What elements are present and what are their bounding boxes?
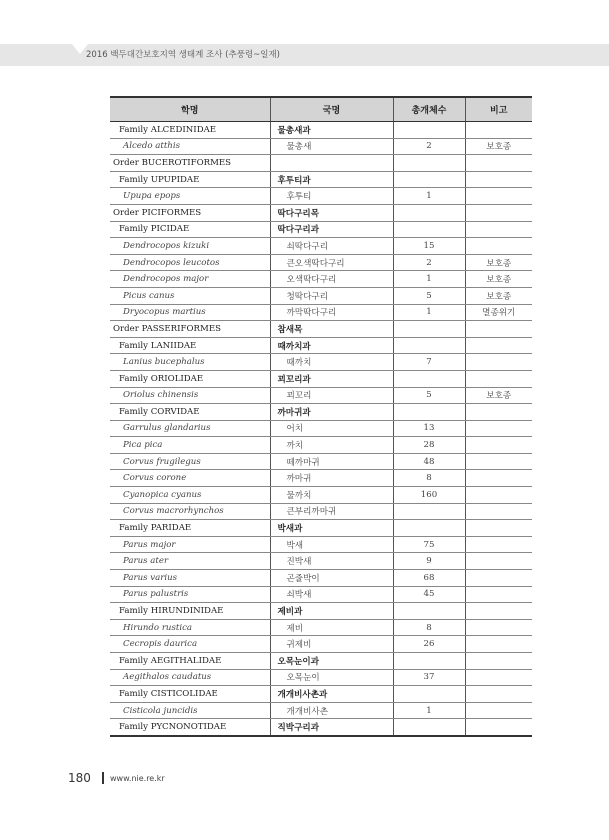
- table-row: [110, 387, 532, 404]
- cell-scientific-name: Family CORVIDAE: [110, 404, 270, 421]
- table-body: [110, 122, 532, 736]
- cell-total-count: [393, 503, 465, 520]
- cell-remarks: [465, 520, 532, 537]
- cell-remarks: [465, 204, 532, 221]
- cell-scientific-name: Hirundo rustica: [110, 619, 270, 636]
- cell-korean-name: 오색딱다구리: [270, 271, 393, 288]
- cell-total-count: 160: [393, 487, 465, 504]
- table-row: [110, 188, 532, 205]
- cell-scientific-name: Corvus macrorhynchos: [110, 503, 270, 520]
- cell-remarks: [465, 603, 532, 620]
- table-row: [110, 171, 532, 188]
- cell-scientific-name: Family ALCEDINIDAE: [110, 122, 270, 139]
- cell-scientific-name: Family PICIDAE: [110, 221, 270, 238]
- cell-remarks: [465, 503, 532, 520]
- table-row: [110, 636, 532, 653]
- table-row: [110, 404, 532, 421]
- cell-scientific-name: Alcedo atthis: [110, 138, 270, 155]
- table-row: [110, 238, 532, 255]
- cell-remarks: [465, 702, 532, 719]
- cell-remarks: [465, 321, 532, 338]
- cell-scientific-name: Order BUCEROTIFORMES: [110, 155, 270, 172]
- cell-total-count: 15: [393, 238, 465, 255]
- cell-total-count: 1: [393, 271, 465, 288]
- table-row: [110, 470, 532, 487]
- cell-scientific-name: Family UPUPIDAE: [110, 171, 270, 188]
- cell-scientific-name: Family ORIOLIDAE: [110, 370, 270, 387]
- cell-total-count: 2: [393, 254, 465, 271]
- cell-total-count: 9: [393, 553, 465, 570]
- cell-scientific-name: Family AEGITHALIDAE: [110, 653, 270, 670]
- cell-korean-name: 어치: [270, 420, 393, 437]
- cell-total-count: 68: [393, 570, 465, 587]
- cell-scientific-name: Parus major: [110, 536, 270, 553]
- cell-remarks: [465, 636, 532, 653]
- cell-korean-name: 제비: [270, 619, 393, 636]
- cell-scientific-name: Family PYCNONOTIDAE: [110, 719, 270, 736]
- cell-remarks: 보호종: [465, 387, 532, 404]
- cell-total-count: 26: [393, 636, 465, 653]
- cell-remarks: [465, 487, 532, 504]
- cell-korean-name: [270, 155, 393, 172]
- table-row: [110, 204, 532, 221]
- cell-korean-name: 까마귀과: [270, 404, 393, 421]
- table-row: [110, 304, 532, 321]
- cell-remarks: [465, 453, 532, 470]
- cell-total-count: [393, 719, 465, 736]
- cell-korean-name: 박새: [270, 536, 393, 553]
- col-header-scientific-name: 학명: [110, 97, 270, 122]
- cell-total-count: [393, 653, 465, 670]
- species-table: [110, 96, 532, 737]
- cell-total-count: [393, 221, 465, 238]
- cell-korean-name: 후투티: [270, 188, 393, 205]
- cell-total-count: 5: [393, 387, 465, 404]
- table-row: [110, 553, 532, 570]
- table-row: [110, 536, 532, 553]
- cell-korean-name: 개개비사촌: [270, 702, 393, 719]
- table-row: [110, 354, 532, 371]
- cell-remarks: 멸종위기: [465, 304, 532, 321]
- cell-total-count: 1: [393, 188, 465, 205]
- col-header-remarks: 비고: [465, 97, 532, 122]
- cell-scientific-name: Family HIRUNDINIDAE: [110, 603, 270, 620]
- cell-remarks: [465, 619, 532, 636]
- cell-remarks: [465, 470, 532, 487]
- cell-remarks: [465, 719, 532, 736]
- cell-remarks: [465, 155, 532, 172]
- cell-remarks: 보호종: [465, 254, 532, 271]
- table-row: [110, 586, 532, 603]
- table-row: [110, 503, 532, 520]
- cell-remarks: 보호종: [465, 287, 532, 304]
- cell-korean-name: 진박새: [270, 553, 393, 570]
- table-row: [110, 370, 532, 387]
- cell-remarks: [465, 354, 532, 371]
- cell-total-count: 37: [393, 669, 465, 686]
- cell-korean-name: 떼까마귀: [270, 453, 393, 470]
- cell-total-count: [393, 321, 465, 338]
- table-row: [110, 287, 532, 304]
- cell-korean-name: 물총새과: [270, 122, 393, 139]
- cell-korean-name: 꾀꼬리: [270, 387, 393, 404]
- cell-scientific-name: Cisticola juncidis: [110, 702, 270, 719]
- cell-total-count: [393, 337, 465, 354]
- cell-total-count: [393, 404, 465, 421]
- cell-korean-name: 딱다구리과: [270, 221, 393, 238]
- cell-remarks: [465, 122, 532, 139]
- cell-korean-name: 물총새: [270, 138, 393, 155]
- cell-total-count: 5: [393, 287, 465, 304]
- cell-scientific-name: Upupa epops: [110, 188, 270, 205]
- table-row: [110, 271, 532, 288]
- cell-korean-name: 딱다구리목: [270, 204, 393, 221]
- cell-scientific-name: Corvus frugilegus: [110, 453, 270, 470]
- cell-remarks: [465, 238, 532, 255]
- cell-total-count: [393, 204, 465, 221]
- cell-korean-name: 후투티과: [270, 171, 393, 188]
- table-row: [110, 437, 532, 454]
- cell-scientific-name: Dendrocopos kizuki: [110, 238, 270, 255]
- col-header-korean-name: 국명: [270, 97, 393, 122]
- cell-remarks: [465, 653, 532, 670]
- cell-total-count: [393, 171, 465, 188]
- cell-total-count: 1: [393, 304, 465, 321]
- col-header-total-count: 총개체수: [393, 97, 465, 122]
- cell-scientific-name: Family LANIIDAE: [110, 337, 270, 354]
- table-row: [110, 669, 532, 686]
- cell-remarks: [465, 586, 532, 603]
- cell-korean-name: 큰오색딱다구리: [270, 254, 393, 271]
- cell-scientific-name: Cyanopica cyanus: [110, 487, 270, 504]
- footer-divider: [102, 772, 104, 784]
- cell-korean-name: 물까치: [270, 487, 393, 504]
- cell-scientific-name: Lanius bucephalus: [110, 354, 270, 371]
- cell-remarks: 보호종: [465, 271, 532, 288]
- cell-total-count: [393, 155, 465, 172]
- cell-scientific-name: Dendrocopos leucotos: [110, 254, 270, 271]
- table-row: [110, 420, 532, 437]
- cell-scientific-name: Picus canus: [110, 287, 270, 304]
- cell-remarks: [465, 188, 532, 205]
- table-row: [110, 138, 532, 155]
- cell-total-count: 7: [393, 354, 465, 371]
- cell-korean-name: 때까치: [270, 354, 393, 371]
- cell-scientific-name: Cecropis daurica: [110, 636, 270, 653]
- cell-scientific-name: Order PASSERIFORMES: [110, 321, 270, 338]
- cell-scientific-name: Oriolus chinensis: [110, 387, 270, 404]
- cell-korean-name: 참새목: [270, 321, 393, 338]
- cell-scientific-name: Dendrocopos major: [110, 271, 270, 288]
- table-row: [110, 453, 532, 470]
- cell-korean-name: 제비과: [270, 603, 393, 620]
- cell-remarks: [465, 570, 532, 587]
- table-row: [110, 321, 532, 338]
- cell-remarks: [465, 437, 532, 454]
- cell-korean-name: 까막딱다구리: [270, 304, 393, 321]
- cell-total-count: 28: [393, 437, 465, 454]
- cell-total-count: [393, 520, 465, 537]
- cell-total-count: 8: [393, 470, 465, 487]
- cell-total-count: 75: [393, 536, 465, 553]
- cell-total-count: 13: [393, 420, 465, 437]
- table-row: [110, 702, 532, 719]
- table-header-row: [110, 97, 532, 122]
- cell-korean-name: 직박구리과: [270, 719, 393, 736]
- cell-total-count: 48: [393, 453, 465, 470]
- cell-total-count: 2: [393, 138, 465, 155]
- table-row: [110, 619, 532, 636]
- cell-total-count: [393, 122, 465, 139]
- cell-scientific-name: Dryocopus martius: [110, 304, 270, 321]
- table-row: [110, 254, 532, 271]
- table-row: [110, 603, 532, 620]
- cell-remarks: [465, 337, 532, 354]
- cell-remarks: [465, 404, 532, 421]
- cell-scientific-name: Parus varius: [110, 570, 270, 587]
- cell-scientific-name: Family PARIDAE: [110, 520, 270, 537]
- cell-remarks: [465, 536, 532, 553]
- cell-scientific-name: Aegithalos caudatus: [110, 669, 270, 686]
- cell-remarks: [465, 370, 532, 387]
- cell-scientific-name: Order PICIFORMES: [110, 204, 270, 221]
- cell-total-count: 8: [393, 619, 465, 636]
- running-header-title: 2016 백두대간보호지역 생태계 조사 (추풍령~일재): [86, 50, 280, 60]
- page-number: 180: [68, 771, 91, 785]
- cell-korean-name: 청딱다구리: [270, 287, 393, 304]
- cell-scientific-name: Pica pica: [110, 437, 270, 454]
- cell-korean-name: 개개비사촌과: [270, 686, 393, 703]
- cell-korean-name: 꾀꼬리과: [270, 370, 393, 387]
- cell-korean-name: 까치: [270, 437, 393, 454]
- table-row: [110, 686, 532, 703]
- table-row: [110, 221, 532, 238]
- table-row: [110, 122, 532, 139]
- cell-total-count: 1: [393, 702, 465, 719]
- cell-remarks: [465, 686, 532, 703]
- table-row: [110, 155, 532, 172]
- table-row: [110, 719, 532, 736]
- cell-remarks: [465, 171, 532, 188]
- cell-remarks: 보호종: [465, 138, 532, 155]
- table-row: [110, 337, 532, 354]
- cell-remarks: [465, 669, 532, 686]
- table-row: [110, 520, 532, 537]
- footer-url: www.nie.re.kr: [110, 774, 165, 783]
- table-row: [110, 487, 532, 504]
- cell-scientific-name: Parus palustris: [110, 586, 270, 603]
- cell-scientific-name: Garrulus glandarius: [110, 420, 270, 437]
- cell-korean-name: 큰부리까마귀: [270, 503, 393, 520]
- cell-remarks: [465, 553, 532, 570]
- cell-total-count: [393, 370, 465, 387]
- cell-korean-name: 쇠딱다구리: [270, 238, 393, 255]
- cell-korean-name: 쇠박새: [270, 586, 393, 603]
- table-row: [110, 653, 532, 670]
- cell-total-count: [393, 603, 465, 620]
- cell-korean-name: 오목눈이: [270, 669, 393, 686]
- cell-total-count: [393, 686, 465, 703]
- cell-korean-name: 오목눈이과: [270, 653, 393, 670]
- cell-korean-name: 귀제비: [270, 636, 393, 653]
- cell-remarks: [465, 221, 532, 238]
- cell-remarks: [465, 420, 532, 437]
- cell-total-count: 45: [393, 586, 465, 603]
- cell-scientific-name: Parus ater: [110, 553, 270, 570]
- cell-scientific-name: Family CISTICOLIDAE: [110, 686, 270, 703]
- cell-scientific-name: Corvus corone: [110, 470, 270, 487]
- cell-korean-name: 까마귀: [270, 470, 393, 487]
- table-row: [110, 570, 532, 587]
- cell-korean-name: 곤줄박이: [270, 570, 393, 587]
- cell-korean-name: 때까치과: [270, 337, 393, 354]
- cell-korean-name: 박새과: [270, 520, 393, 537]
